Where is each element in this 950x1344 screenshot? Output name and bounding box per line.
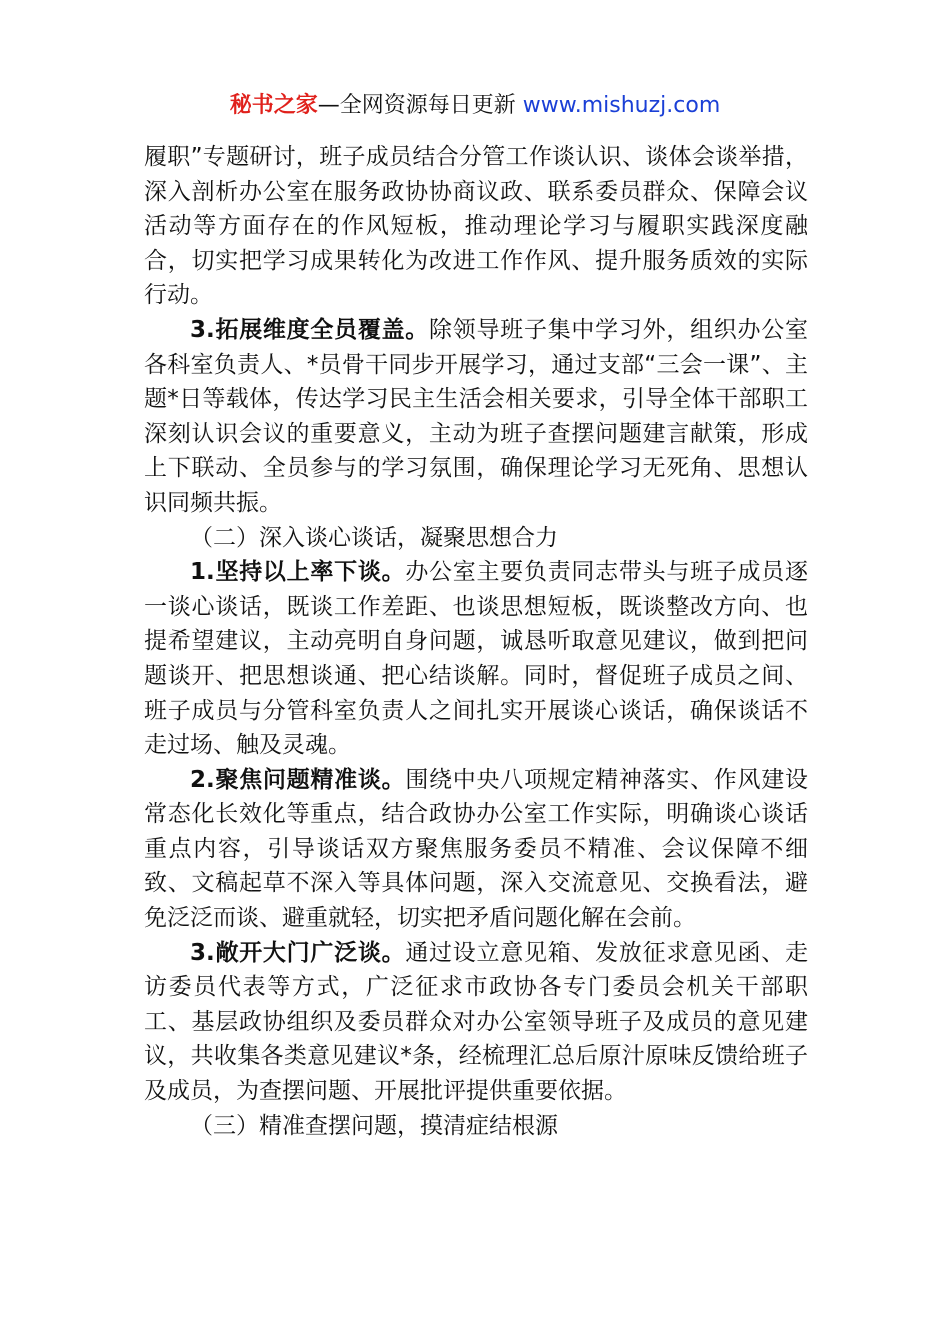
paragraph-text: 除领导班子集中学习外，组织办公室各科室负责人、*员骨干同步开展学习，通过支部“三会一课”、主题*日等载体，传达学习民主生活会相关要求，引导全体干部职工深刻认识会议的重要意义，主动为班子查摆问题建言献策，形成上下联动、全员参与的学习氛围，确保理论学习无死角、思想认识同频共振。: [144, 316, 808, 516]
paragraph-lead: 3.拓展维度全员覆盖。: [190, 316, 430, 343]
paragraph-lead: 2.聚焦问题精准谈。: [190, 766, 406, 793]
brand-name: 秘书之家: [229, 93, 318, 118]
paragraph: [144, 313, 808, 521]
paragraph: [144, 140, 808, 313]
paragraph: [144, 555, 808, 763]
section-heading-text: （二）深入谈心谈话，凝聚思想合力: [190, 524, 558, 551]
section-heading: [144, 521, 808, 556]
section-heading: [144, 1109, 808, 1144]
document-body: [144, 140, 808, 1143]
paragraph: [144, 763, 808, 936]
website-link[interactable]: www.mishuzj.com: [522, 93, 721, 118]
page-header: [0, 86, 950, 126]
paragraph-text: 通过设立意见箱、发放征求意见函、走访委员代表等方式，广泛征求市政协各专门委员会机关干部职工、基层政协组织及委员群众对办公室领导班子及成员的意见建议，共收集各类意见建议*条，经梳理汇总后原汁原味反馈给班子及成员，为查摆问题、开展批评提供重要依据。: [144, 939, 808, 1105]
paragraph-lead: 3.敞开大门广泛谈。: [190, 939, 406, 966]
paragraph-text: 办公室主要负责同志带头与班子成员逐一谈心谈话，既谈工作差距、也谈思想短板，既谈整改方向、也提希望建议，主动亮明自身问题，诚恳听取意见建议，做到把问题谈开、把思想谈通、把心结谈解。同时，督促班子成员之间、班子成员与分管科室负责人之间扎实开展谈心谈话，确保谈话不走过场、触及灵魂。: [144, 559, 808, 759]
paragraph-text: 围绕中央八项规定精神落实、作风建设常态化长效化等重点，结合政协办公室工作实际，明确谈心谈话重点内容，引导谈话双方聚焦服务委员不精准、会议保障不细致、文稿起草不深入等具体问题，深入交流意见、交换看法，避免泛泛而谈、避重就轻，切实把矛盾问题化解在会前。: [144, 766, 808, 932]
paragraph: [144, 936, 808, 1109]
section-heading-text: （三）精准查摆问题，摸清症结根源: [190, 1112, 558, 1139]
paragraph-lead: 1.坚持以上率下谈。: [190, 559, 406, 586]
header-tagline: —全网资源每日更新: [317, 93, 523, 118]
paragraph-text: 履职”专题研讨，班子成员结合分管工作谈认识、谈体会谈举措，深入剖析办公室在服务政协协商议政、联系委员群众、保障会议活动等方面存在的作风短板，推动理论学习与履职实践深度融合，切实把学习成果转化为改进工作作风、提升服务质效的实际行动。: [144, 144, 808, 309]
